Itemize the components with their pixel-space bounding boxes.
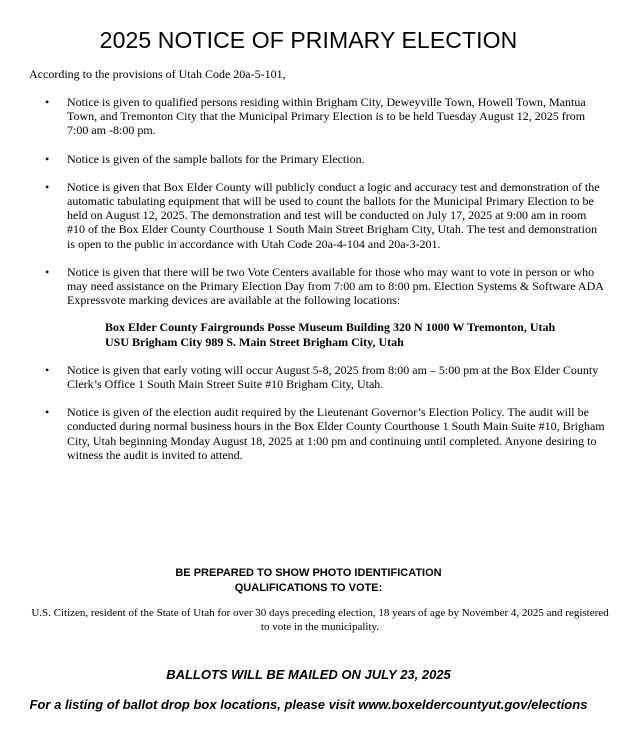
bullet-icon: • [45, 405, 50, 420]
location-fairgrounds: Box Elder County Fairgrounds Posse Museum Building 320 N 1000 W Tremonton, Utah [105, 320, 556, 335]
ballots-mailed-notice: BALLOTS WILL BE MAILED ON JULY 23, 2025 [166, 667, 451, 682]
list-item [45, 265, 605, 308]
vote-center-locations [45, 320, 605, 348]
qualifications-heading: QUALIFICATIONS TO VOTE: [234, 582, 383, 594]
intro-text: According to the provisions of Utah Code 20a-5-101, [29, 67, 286, 81]
notice-text: Notice is given of the election audit required by the Lieutenant Governor’s Election Policy. The audit will be conducted during normal business hours in the Box Elder County Courthouse 1 South Main Suite #10, Brigham City, Utah beginning Monday August 18, 2025 at 1:00 pm and continuing until completed. Anyone desiring to witness the audit is invited to attend. [67, 405, 605, 462]
notice-text: Notice is given of the sample ballots for the Primary Election. [67, 151, 365, 166]
drop-box-notice: For a listing of ballot drop box locations, please visit www.boxeldercountyut.gov/elections [29, 697, 588, 712]
list-item [45, 180, 605, 251]
list-item [45, 95, 605, 138]
notice-text: Notice is given that there will be two Vote Centers available for those who may want to vote in person or who may need assistance on the Primary Election Day from 7:00 am to 8:00 pm. Election Systems & Software ADA Expressvote marking devices are available at the following locations: [67, 264, 604, 308]
bullet-icon: • [45, 362, 50, 377]
notice-list [45, 95, 605, 476]
prepare-line: BE PREPARED TO SHOW PHOTO IDENTIFICATION [175, 567, 442, 579]
notice-text: Notice is given that early voting will occur August 5-8, 2025 from 8:00 am – 5:00 pm at the Box Elder County Clerk’s Office 1 South Main Street Suite #10 Brigham City, Utah. [67, 362, 599, 392]
notice-text: Notice is given to qualified persons residing within Brigham City, Deweyville Town, Howell Town, Mantua Town, and Tremonton City that the Municipal Primary Election is to be held Tuesday August 12, 2025 from 7:00 am -8:00 pm. [67, 95, 586, 138]
bullet-icon: • [45, 151, 50, 166]
qualifications-text: U.S. Citizen, resident of the State of Utah for over 30 days preceding election, 18 years of age by November 4, 2025 and registered to vote in the municipality. [31, 607, 609, 633]
list-item [45, 405, 605, 462]
id-requirement-heading [0, 566, 617, 596]
bullet-icon: • [45, 95, 50, 109]
bullet-icon: • [45, 179, 50, 194]
page-title: 2025 NOTICE OF PRIMARY ELECTION [99, 27, 518, 53]
bullet-icon: • [45, 264, 50, 279]
list-item [45, 152, 605, 166]
location-usu: USU Brigham City 989 S. Main Street Brigham City, Utah [105, 334, 404, 349]
notice-text: Notice is given that Box Elder County will publicly conduct a logic and accuracy test and demonstration of the automatic tabulating equipment that will be used to count the ballots for the Municipal Primary Election to be held on August 12, 2025. The demonstration and test will be conducted on July 17, 2025 at 9:00 am in room #10 of the Box Elder County Courthouse 1 South Main Street Brigham City, Utah. The test and demonstration is open to the public in accordance with Utah Code 20a-4-104 and 20a-3-201. [67, 179, 600, 251]
list-item [45, 363, 605, 391]
